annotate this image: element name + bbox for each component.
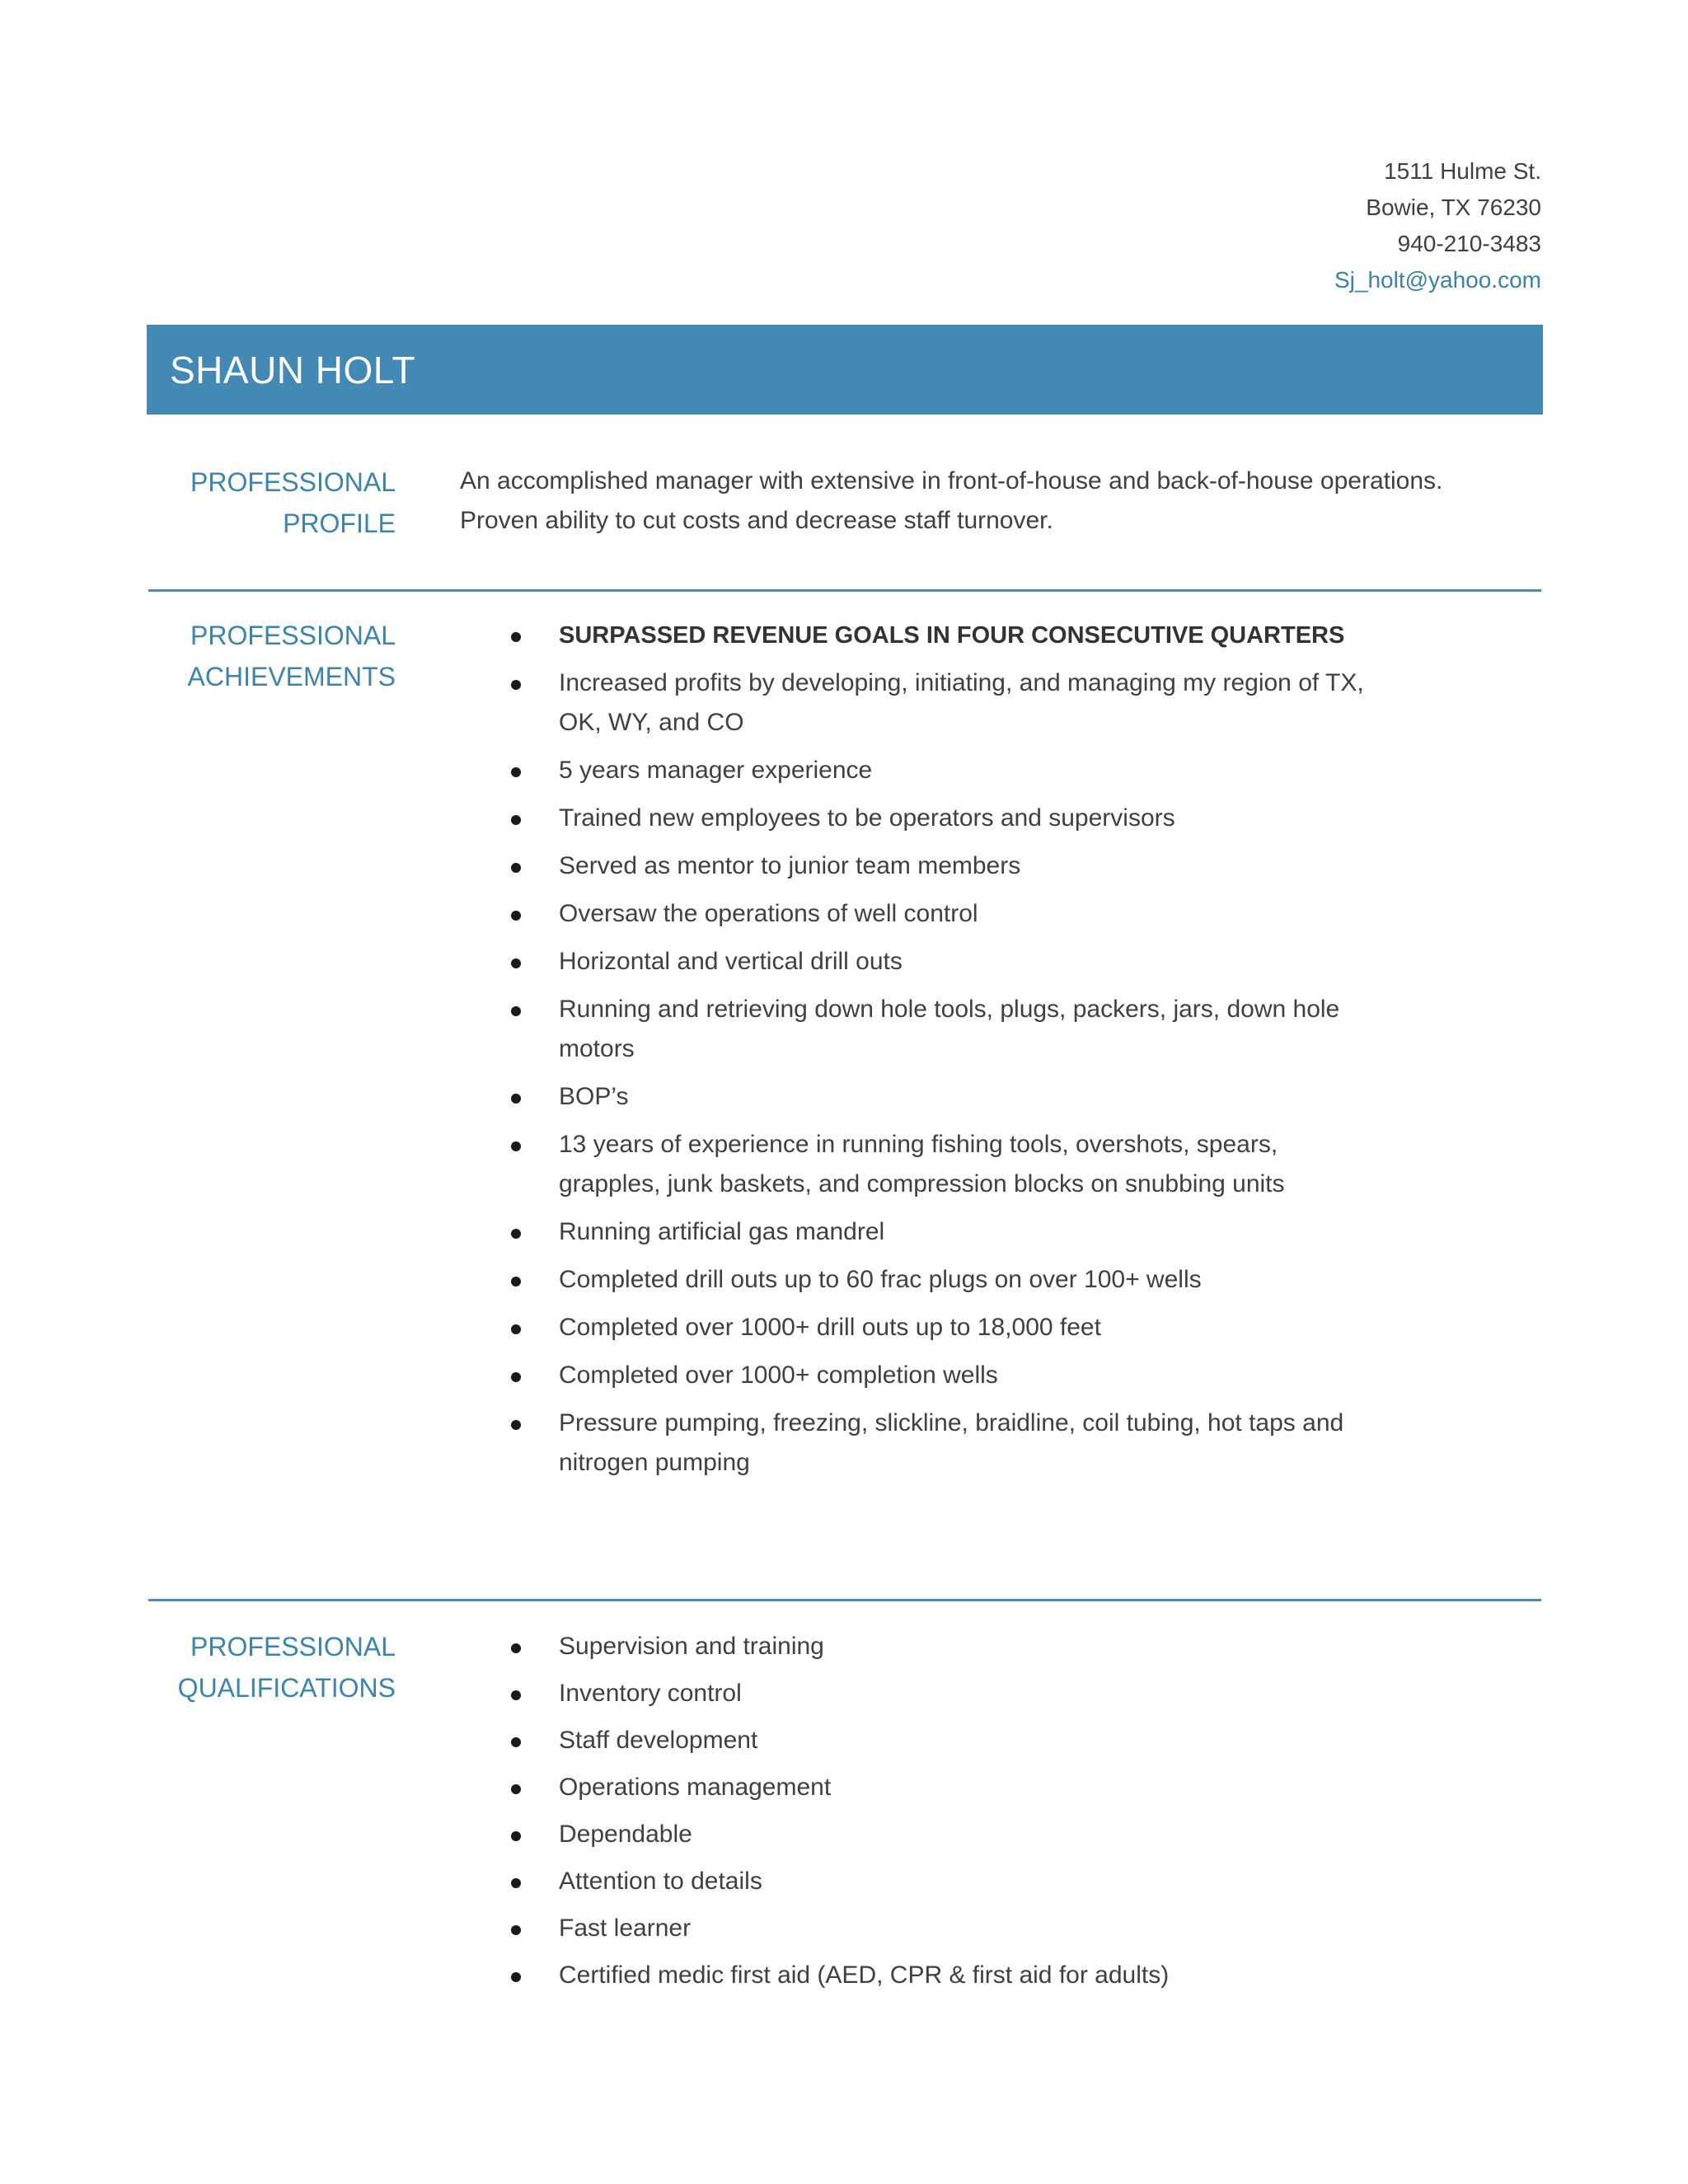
bullet-icon [511, 1324, 521, 1334]
candidate-name: SHAUN HOLT [170, 348, 416, 391]
bullet-icon [511, 767, 521, 777]
section-divider [148, 589, 1541, 592]
list-item: Certified medic first aid (AED, CPR & first aid for adults) [0, 1956, 1383, 1995]
list-item: Served as mentor to junior team members [0, 846, 1383, 886]
profile-section-label [190, 462, 396, 544]
list-item: Completed drill outs up to 60 frac plugs on over 100+ wells [0, 1260, 1383, 1300]
list-item: Supervision and training [0, 1627, 1383, 1666]
list-item: Operations management [0, 1768, 1383, 1807]
bullet-icon [511, 815, 521, 825]
contact-block [1334, 153, 1541, 298]
bullet-icon [511, 1972, 521, 1982]
achievements-label-line2: ACHIEVEMENTS [187, 662, 396, 691]
list-item: Oversaw the operations of well control [0, 894, 1383, 934]
list-item: Increased profits by developing, initiating, and managing my region of TX, OK, WY, and CO [0, 663, 1383, 743]
contact-email-link[interactable]: Sj_holt@yahoo.com [1334, 267, 1541, 293]
bullet-icon [511, 1006, 521, 1016]
bullet-icon [511, 1094, 521, 1104]
bullet-icon [511, 1925, 521, 1935]
profile-label-line1: PROFESSIONAL [190, 467, 396, 497]
contact-street: 1511 Hulme St. [1384, 158, 1541, 184]
profile-label-line2: PROFILE [283, 509, 396, 538]
bullet-icon [511, 1878, 521, 1888]
list-item: Staff development [0, 1721, 1383, 1760]
bullet-icon [511, 1372, 521, 1382]
contact-city: Bowie, TX 76230 [1366, 194, 1541, 220]
list-item: 5 years manager experience [0, 751, 1383, 790]
bullet-icon [511, 911, 521, 921]
list-item: Trained new employees to be operators and supervisors [0, 799, 1383, 838]
bullet-icon [511, 1420, 521, 1430]
bullet-icon [511, 863, 521, 873]
bullet-icon [511, 1229, 521, 1239]
profile-summary [460, 462, 1531, 541]
achievements-label-line1: PROFESSIONAL [190, 621, 396, 650]
section-divider [148, 1599, 1541, 1601]
list-item: Inventory control [0, 1674, 1383, 1713]
list-item: Fast learner [0, 1909, 1383, 1948]
bullet-icon [511, 1141, 521, 1151]
bullet-icon [511, 632, 521, 642]
list-item: BOP’s [0, 1077, 1383, 1117]
list-item: Horizontal and vertical drill outs [0, 942, 1383, 982]
list-item: Pressure pumping, freezing, slickline, braidline, coil tubing, hot taps and nitrogen pumping [0, 1404, 1383, 1483]
list-item: Dependable [0, 1815, 1383, 1854]
list-item: Running and retrieving down hole tools, plugs, packers, jars, down hole motors [0, 990, 1383, 1069]
qualifications-label-line2: QUALIFICATIONS [177, 1673, 396, 1703]
profile-line-1: An accomplished manager with extensive in front-of-house and back-of-house operations. [460, 467, 1443, 494]
contact-phone: 940-210-3483 [1397, 231, 1541, 256]
bullet-icon [511, 1831, 521, 1841]
name-banner [147, 325, 1543, 415]
list-item: SURPASSED REVENUE GOALS IN FOUR CONSECUTIVE QUARTERS [0, 616, 1383, 655]
qualifications-list [0, 1627, 1383, 2003]
list-item: Completed over 1000+ drill outs up to 18,000 feet [0, 1308, 1383, 1347]
list-item: Running artificial gas mandrel [0, 1212, 1383, 1252]
qualifications-label-line1: PROFESSIONAL [190, 1632, 396, 1661]
list-item: Attention to details [0, 1862, 1383, 1901]
profile-line-2: Proven ability to cut costs and decrease staff turnover. [460, 507, 1053, 534]
bullet-icon [511, 1690, 521, 1700]
bullet-icon [511, 1643, 521, 1653]
achievements-list [0, 616, 1383, 1491]
bullet-icon [511, 1784, 521, 1794]
bullet-icon [511, 680, 521, 690]
bullet-icon [511, 1277, 521, 1286]
list-item: Completed over 1000+ completion wells [0, 1356, 1383, 1395]
bullet-icon [511, 1737, 521, 1747]
list-item: 13 years of experience in running fishing tools, overshots, spears, grapples, junk baskets, and compression blocks on snubbing units [0, 1125, 1383, 1204]
bullet-icon [511, 958, 521, 968]
